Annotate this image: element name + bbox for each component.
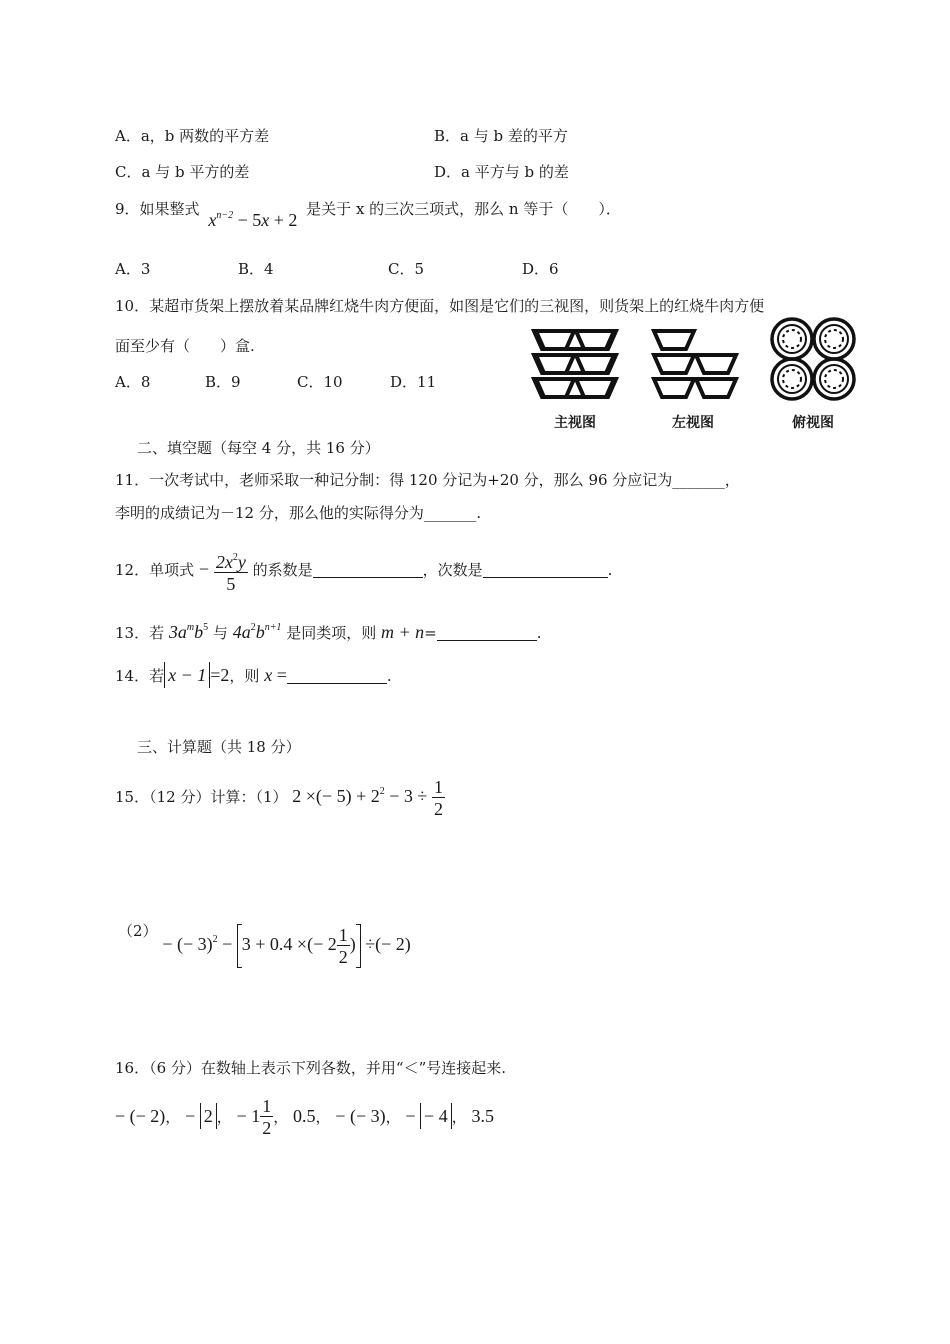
- q14-absolute-value: [164, 662, 210, 688]
- q15-expr1-a: 2 ×(− 5) + 2: [292, 786, 380, 806]
- q15-p2c: 3 + 0.4 ×(− 2: [241, 934, 337, 955]
- q9-suffix: 是关于 x 的三次三项式，那么 n 等于（ ）．: [306, 200, 621, 218]
- q14-inner: x − 1: [168, 665, 207, 685]
- q15-part1: [115, 768, 445, 821]
- q16-number-3: [236, 1096, 274, 1139]
- q10-option-d: D．11: [390, 373, 437, 391]
- q16-n3-num: 1: [262, 1096, 272, 1117]
- q9-exponent: n−2: [216, 210, 234, 221]
- q9-option-b: B．4: [238, 260, 274, 278]
- q16-number-6: [405, 1106, 451, 1126]
- q16-number-1: − (− 2): [115, 1106, 166, 1126]
- q14-answer-blank[interactable]: [287, 667, 387, 684]
- q16-sep-6: ，: [451, 1108, 467, 1126]
- q9-term: − 5: [233, 210, 262, 230]
- q15-p2-fraction: [337, 925, 350, 968]
- q9-option-c: C．5: [388, 260, 425, 278]
- q15-p2-frac-num: 1: [338, 924, 348, 945]
- top-view-drawing: [772, 319, 854, 399]
- q13-mid: 是同类项，则: [286, 624, 377, 642]
- left-view-drawing: [654, 331, 736, 397]
- q15-p2-lead: [162, 934, 236, 954]
- section2-heading: 二、填空题（每空 4 分，共 16 分）: [137, 439, 380, 457]
- q8-option-c: C．a 与 b 平方的差: [115, 163, 250, 181]
- q15-p2e: ÷(− 2): [360, 934, 411, 954]
- q16-n3-whole: − 1: [236, 1106, 261, 1126]
- q14-stem: [115, 660, 392, 691]
- three-view-figure: [520, 315, 870, 415]
- q16-number-2: [185, 1106, 217, 1126]
- q9-var-x2: x: [261, 210, 270, 230]
- q13-period: .: [536, 624, 542, 642]
- q9-option-a: A．3: [115, 260, 151, 278]
- q10-line1: 10．某超市货架上摆放着某品牌红烧牛肉方便面，如图是它们的三视图，则货架上的红烧牛肉方便: [115, 297, 765, 315]
- q9-prefix: 9．如果整式: [115, 200, 200, 218]
- q13-term2-a: 4a: [232, 622, 251, 642]
- q13-term2-exp-b: n+1: [264, 622, 282, 633]
- q10-option-c: C．10: [297, 373, 343, 391]
- q16-number-5: − (− 3): [335, 1106, 386, 1126]
- q16-numbers: [115, 1092, 494, 1141]
- q13-term2-b: b: [255, 622, 265, 642]
- q14-var-x: x: [264, 665, 273, 685]
- q13-term1-a: 3a: [168, 622, 187, 642]
- q14-equals: =: [272, 665, 287, 685]
- q12-period: .: [607, 561, 613, 579]
- q16-n3-fraction: [260, 1096, 273, 1139]
- q12-degree-label: ，次数是: [422, 561, 483, 579]
- q15-p2a: − (− 3): [162, 934, 213, 954]
- left-view-caption: 左视图: [672, 415, 714, 431]
- q14-prefix: 14．若: [115, 667, 165, 685]
- q12-denominator: 5: [226, 573, 236, 594]
- q9-polynomial: [208, 206, 297, 230]
- q16-stem: 16．（6 分）在数轴上表示下列各数，并用“＜”号连接起来.: [115, 1059, 507, 1077]
- q14-period: .: [386, 667, 392, 685]
- q16-number-4: 0.5: [293, 1106, 316, 1126]
- q13-term2: [233, 622, 282, 642]
- q12-numerator: 2x: [215, 551, 233, 572]
- q16-number-7: 3.5: [471, 1106, 494, 1126]
- q13-term1-b: b: [194, 622, 204, 642]
- q16-n3-den: 2: [262, 1118, 272, 1139]
- q12-exponent: 2: [232, 551, 238, 563]
- q13-term1-exp-a: m: [186, 622, 195, 633]
- q15-p2a-exp: 2: [212, 934, 218, 945]
- q15-bracket: [237, 924, 361, 967]
- q15-expression1: [292, 786, 427, 806]
- q15-part2: [118, 903, 411, 973]
- q16-sep-4: ，: [315, 1108, 331, 1126]
- q8-option-d: D．a 平方与 b 的差: [434, 163, 569, 181]
- q16-n2-minus: −: [185, 1106, 200, 1126]
- q16-sep-1: ，: [165, 1108, 181, 1126]
- q11-line2: 李明的成绩记为－12 分，那么他的实际得分为_______.: [115, 504, 482, 522]
- q9-stem: [115, 199, 621, 230]
- q12-var-y: y: [237, 551, 246, 572]
- q10-option-b: B．9: [205, 373, 241, 391]
- q12-coef-blank[interactable]: [313, 561, 423, 578]
- q16-sep-2: ，: [216, 1108, 232, 1126]
- q13-term1-exp-b: 5: [203, 622, 209, 633]
- q16-n6-minus: −: [405, 1106, 421, 1126]
- q12-minus-sign: −: [198, 559, 210, 579]
- q13-term2-exp-a: 2: [250, 622, 256, 633]
- top-view-caption: 俯视图: [792, 415, 834, 431]
- section3-heading: 三、计算题（共 18 分）: [137, 738, 301, 756]
- q13-and: 与: [212, 624, 228, 642]
- q9-constant: + 2: [269, 210, 298, 230]
- q16-sep-3: ，: [273, 1108, 289, 1126]
- q15-p2b: −: [217, 934, 237, 954]
- q15-p2d: ): [349, 934, 356, 955]
- q14-equals-two: =2: [210, 665, 230, 685]
- q13-equals: =: [424, 624, 437, 642]
- q13-stem: [115, 618, 542, 643]
- q16-n6-abs: − 4: [420, 1103, 452, 1129]
- front-view-drawing: [534, 331, 616, 397]
- q11-line1: 11．一次考试中，老师采取一种记分制：得 120 分记为+20 分，那么 96 分应记为_______，: [115, 471, 740, 489]
- q15-fraction: [432, 777, 445, 820]
- q10-line2: 面至少有（ ）盒.: [115, 337, 255, 355]
- q12-prefix: 12．单项式: [115, 561, 195, 579]
- q15-part2-label: （2）: [118, 922, 158, 940]
- q15-expr1-b: − 3 ÷: [384, 786, 428, 806]
- q8-option-a: A．a，b 两数的平方差: [115, 127, 270, 145]
- q9-var-x: x: [208, 210, 217, 230]
- q13-expression: m + n: [381, 622, 425, 642]
- q12-degree-blank[interactable]: [483, 561, 608, 578]
- q14-mid: ，则: [229, 667, 260, 685]
- q12-fraction: [214, 548, 248, 595]
- q15-expr1-exp: 2: [379, 786, 385, 797]
- q15-frac-num: 1: [434, 776, 444, 797]
- q12-stem: [115, 540, 612, 599]
- q16-sep-5: ，: [385, 1108, 401, 1126]
- front-view-caption: 主视图: [554, 415, 596, 431]
- q16-n2-abs: 2: [200, 1103, 217, 1129]
- q8-option-b: B．a 与 b 差的平方: [434, 127, 568, 145]
- q13-prefix: 13．若: [115, 624, 165, 642]
- q13-term1: [169, 622, 208, 642]
- q15-p2-frac-den: 2: [338, 946, 348, 967]
- q15-frac-den: 2: [434, 798, 444, 819]
- q15-prefix: 15．（12 分）计算：（1）: [115, 788, 288, 806]
- q9-option-d: D．6: [522, 260, 559, 278]
- q12-coef-label: 的系数是: [252, 561, 313, 579]
- q10-option-a: A．8: [115, 373, 151, 391]
- q13-answer-blank[interactable]: [437, 624, 537, 641]
